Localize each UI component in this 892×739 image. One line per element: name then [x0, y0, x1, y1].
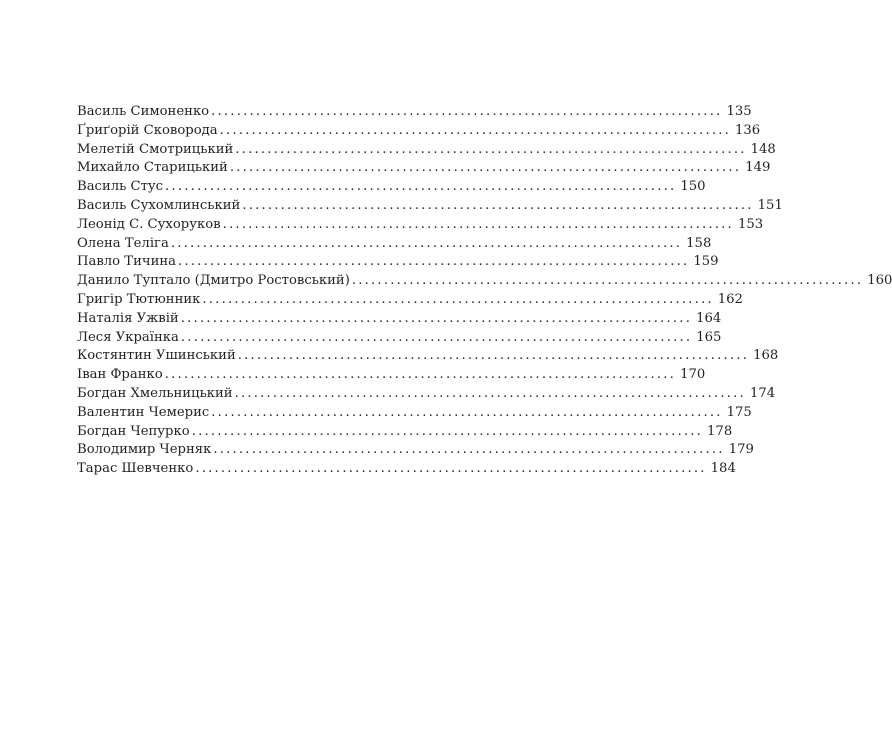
- toc-dot-leader: ................................................................................: [234, 385, 746, 401]
- toc-entry: [77, 291, 743, 311]
- toc-dot-leader: ................................................................................: [211, 104, 723, 119]
- toc-entry-name: Володимир Черняк: [77, 442, 212, 458]
- toc-entry: [77, 254, 719, 273]
- toc-entry: [77, 104, 752, 123]
- toc-entry-name: Костянтин Ушинський: [77, 348, 236, 364]
- toc-entry: [77, 461, 736, 480]
- toc-entry: [77, 122, 761, 142]
- toc-entry-name: Тарас Шевченко: [77, 461, 194, 477]
- toc-dot-leader: ................................................................................: [235, 141, 747, 157]
- toc-entry: [77, 310, 722, 330]
- toc-entry-page: 179: [728, 442, 754, 458]
- toc-dot-leader: ................................................................................: [211, 404, 723, 420]
- toc-entry-page: 153: [737, 216, 764, 232]
- toc-entry: [77, 179, 706, 198]
- toc-entry: [77, 160, 771, 179]
- toc-dot-leader: ................................................................................: [219, 122, 732, 138]
- toc-entry-page: 162: [717, 291, 743, 307]
- toc-entry-name: Василь Сухомлинський: [77, 197, 241, 213]
- toc-entry-page: 148: [750, 141, 776, 157]
- toc-entry-page: 158: [686, 235, 712, 251]
- toc-entry-name: Іван Франко: [77, 367, 163, 383]
- toc-entry: [77, 141, 776, 161]
- toc-entry: [77, 423, 733, 443]
- toc-dot-leader: ................................................................................: [180, 329, 693, 345]
- toc-entry-name: Мелетій Смотрицький: [77, 141, 234, 157]
- toc-entry: [77, 216, 764, 236]
- toc-entry-name: Данило Туптало (Дмитро Ростовський): [77, 273, 350, 289]
- toc-dot-leader: ................................................................................: [202, 291, 714, 307]
- toc-entry-page: 150: [680, 179, 706, 195]
- toc-entry-page: 184: [710, 461, 736, 477]
- toc-entry-page: 135: [726, 104, 752, 119]
- toc-dot-leader: ................................................................................: [237, 348, 750, 364]
- toc-entry-page: 136: [735, 122, 761, 138]
- toc-entry: [77, 348, 779, 367]
- toc-entry-name: Олена Теліга: [77, 235, 169, 251]
- toc-entry: [77, 442, 754, 461]
- toc-dot-leader: ................................................................................: [178, 254, 690, 270]
- toc-entry: [77, 367, 706, 386]
- toc-entry-name: Василь Симоненко: [77, 104, 210, 119]
- toc-entry-page: 178: [707, 423, 733, 439]
- toc-entry-name: Валентин Чемерис: [77, 404, 210, 420]
- toc-entry-page: 149: [745, 160, 771, 176]
- toc-entry: [77, 404, 752, 424]
- toc-entry-name: Павло Тичина: [77, 254, 177, 270]
- toc-entry-page: 168: [753, 348, 779, 364]
- toc-dot-leader: ................................................................................: [170, 235, 683, 251]
- toc-entry-name: Леонід С. Сухоруков: [77, 216, 221, 232]
- toc-entry-name: Михайло Старицький: [77, 160, 228, 176]
- toc-entry-page: 170: [680, 367, 706, 383]
- toc-entry-name: Василь Стус: [77, 179, 164, 195]
- toc-dot-leader: ................................................................................: [180, 310, 693, 326]
- toc-entry-page: 165: [696, 329, 722, 345]
- toc-entry-page: 151: [757, 197, 783, 213]
- toc-entry-name: Ґриґорій Сковорода: [77, 122, 218, 138]
- toc-entry-page: 159: [693, 254, 719, 270]
- toc-entry-name: Наталія Ужвій: [77, 310, 179, 326]
- toc-dot-leader: ................................................................................: [229, 160, 742, 176]
- toc-entry: [77, 273, 892, 292]
- toc-dot-leader: ................................................................................: [213, 442, 725, 458]
- toc-entry-page: 174: [749, 385, 776, 401]
- toc-entry-page: 175: [726, 404, 752, 420]
- toc-entry-page: 160: [867, 273, 892, 289]
- toc-entry: [77, 385, 776, 405]
- toc-entry-name: Богдан Хмельницький: [77, 385, 233, 401]
- toc-dot-leader: ................................................................................: [164, 367, 677, 383]
- toc-entry-name: Леся Українка: [77, 329, 179, 345]
- table-of-contents: [77, 104, 892, 480]
- toc-entry-name: Григір Тютюнник: [77, 291, 201, 307]
- toc-dot-leader: ................................................................................: [242, 197, 754, 213]
- toc-entry-name: Богдан Чепурко: [77, 423, 190, 439]
- toc-dot-leader: ................................................................................: [195, 461, 707, 477]
- toc-dot-leader: ................................................................................: [222, 216, 734, 232]
- toc-entry: [77, 197, 783, 217]
- toc-entry-page: 164: [696, 310, 722, 326]
- toc-dot-leader: ................................................................................: [351, 273, 864, 289]
- toc-entry: [77, 329, 722, 349]
- toc-entry: [77, 235, 712, 255]
- toc-dot-leader: ................................................................................: [165, 179, 677, 195]
- toc-dot-leader: ................................................................................: [191, 423, 704, 439]
